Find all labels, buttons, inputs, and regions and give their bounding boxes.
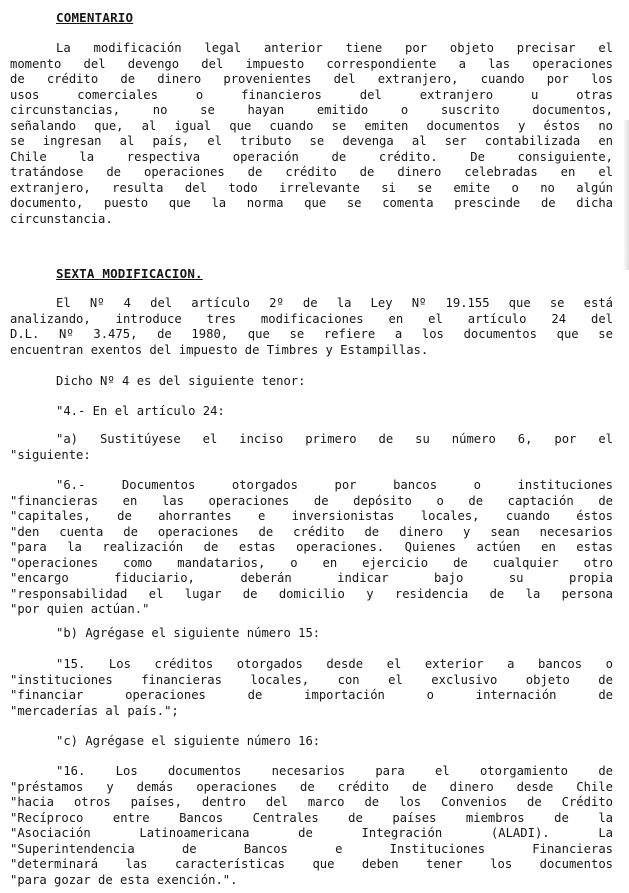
text-line: analizando, introduce tres modificaciones en el artículo 24 del <box>10 311 613 326</box>
text-line: "mercaderías al país."; <box>10 703 179 718</box>
text-line: "Superintendencia de Bancos e Instituciones Financieras <box>10 841 613 856</box>
text-line: "6.- Documentos otorgados por bancos o instituciones <box>56 478 613 492</box>
text-line: circunstancias, no se hayan emitido o suscrito documentos, <box>10 103 613 117</box>
scan-edge-shadow <box>623 120 629 270</box>
text-line: "den cuenta de operaciones de crédito de dinero y sean necesarios <box>10 524 613 539</box>
sexta-heading: SEXTA MODIFICACION. <box>56 266 203 281</box>
text-line: momento del devengo del impuesto correspondiente a las operaciones <box>10 56 613 71</box>
text-line: señalando que, al igual que cuando se emiten documentos y éstos no <box>10 118 613 133</box>
text-line: "financieras en las operaciones de depósito o de captación de <box>10 493 613 508</box>
text-line: "Asociación Latinoamericana de Integración (ALADI). La <box>10 826 613 840</box>
text-line: Chile la respectiva operación de crédito. De consiguiente, <box>10 149 613 164</box>
text-line: "responsabilidad el lugar de domicilio y residencia de la persona <box>10 586 613 601</box>
text-line: de crédito de dinero provenientes del extranjero, cuando por los <box>10 72 613 86</box>
text-line: "a) Sustitúyese el inciso primero de su número 6, por el <box>56 432 613 446</box>
text-line: El Nº 4 del artículo 2º de la Ley Nº 19.155 que se está <box>56 296 613 310</box>
text-line: usos comerciales o financieros del extranjero u otras <box>10 87 613 102</box>
text-line: "por quien actúan." <box>10 602 150 616</box>
text-line: "financiar operaciones de importación o internación de <box>10 688 613 702</box>
text-line: "préstamos y demás operaciones de crédito de dinero desde Chile <box>10 779 613 794</box>
text-line: "Recíproco entre Bancos Centrales de países miembros de la <box>10 810 613 825</box>
text-line: La modificación legal anterior tiene por objeto precisar el <box>56 41 613 55</box>
text-line: "15. Los créditos otorgados desde el exterior a bancos o <box>56 657 613 671</box>
text-line: documento, puesto que la norma que se comenta prescinde de dicha <box>10 196 613 210</box>
number-15-paragraph <box>10 657 613 719</box>
text-line: se ingresan al país, el tributo se devenga al ser contabilizada en <box>10 134 613 148</box>
comentario-heading: COMENTARIO <box>56 10 134 25</box>
sexta-intro-paragraph <box>10 296 613 358</box>
text-line: "instituciones financieras locales, con el exclusivo objeto de <box>10 672 613 687</box>
clause-c-line: "c) Agrégase el siguiente número 16: <box>56 734 321 748</box>
clause-a-paragraph <box>10 432 613 463</box>
text-line: "capitales, de ahorrantes e inversionistas locales, cuando éstos <box>10 509 613 523</box>
text-line: extranjero, resulta del todo irrelevante si se emite o no algún <box>10 180 613 195</box>
clause-b-line: "b) Agrégase el siguiente número 15: <box>56 626 321 640</box>
text-line: "para la realización de estas operaciones. Quienes actúen en estas <box>10 540 613 554</box>
text-line: encuentran exentos del impuesto de Timbres y Estampillas. <box>10 342 429 357</box>
number-6-paragraph <box>10 478 613 618</box>
text-line: "16. Los documentos necesarios para el otorgamiento de <box>56 764 613 778</box>
article-line: "4.- En el artículo 24: <box>56 404 225 418</box>
tenor-line: Dicho Nº 4 es del siguiente tenor: <box>56 374 306 388</box>
text-line: "siguiente: <box>10 447 91 462</box>
comentario-paragraph <box>10 41 613 227</box>
text-line: "encargo fiduciario, deberán indicar bajo su propia <box>10 571 613 585</box>
text-line: D.L. Nº 3.475, de 1980, que se refiere a los documentos que se <box>10 327 613 341</box>
text-line: circunstancia. <box>10 211 113 226</box>
number-16-paragraph <box>10 764 613 888</box>
text-line: "determinará las características que deben tener los documentos <box>10 857 613 871</box>
text-line: "operaciones como mandatarios, o en ejercicio de cualquier otro <box>10 555 613 570</box>
text-line: "para gozar de esta exención.". <box>10 872 238 887</box>
text-line: "hacia otros países, dentro del marco de los Convenios de Crédito <box>10 795 613 809</box>
text-line: tratándose de operaciones de crédito de dinero celebradas en el <box>10 165 613 179</box>
